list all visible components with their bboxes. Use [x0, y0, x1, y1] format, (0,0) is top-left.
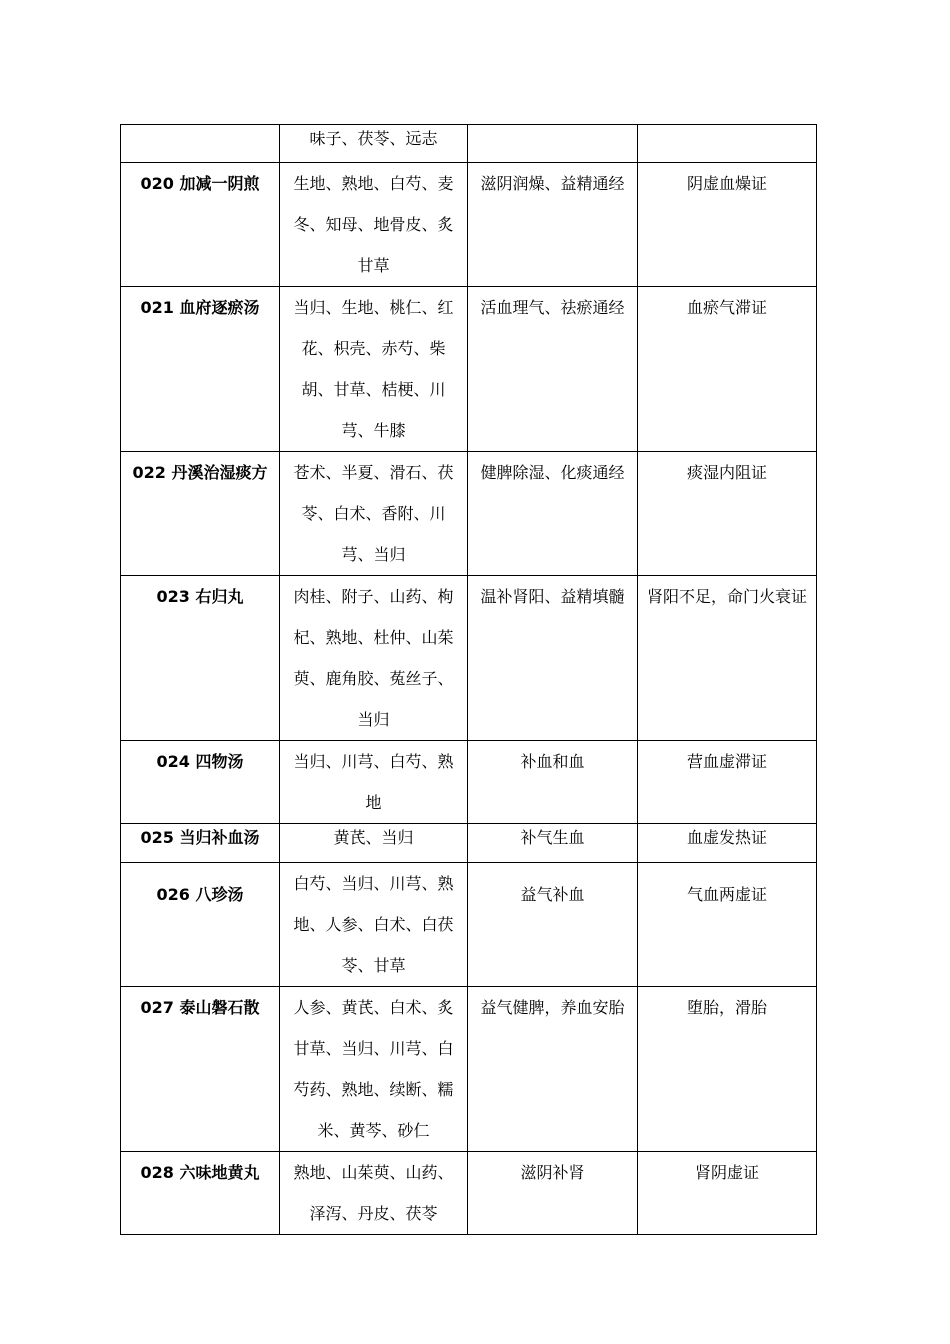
- formula-name: 027 泰山磐石散: [140, 998, 260, 1017]
- syndrome: 阴虚血燥证: [686, 174, 767, 193]
- syndrome-cell: [638, 576, 817, 741]
- function-cell: [468, 452, 638, 576]
- function: 健脾除湿、化痰通经: [480, 463, 625, 482]
- syndrome: 血虚发热证: [686, 828, 767, 847]
- syndrome: 肾阳不足，命门火衰证: [646, 587, 807, 606]
- function-cell: [468, 125, 638, 163]
- ingredients: 味子、茯苓、远志: [309, 129, 438, 148]
- ingredients-cell: [280, 576, 468, 741]
- formula-name: 028 六味地黄丸: [140, 1163, 260, 1182]
- syndrome: 堕胎，滑胎: [686, 998, 767, 1017]
- ingredients: 熟地、山茱萸、山药、泽泻、丹皮、茯苓: [293, 1163, 454, 1223]
- ingredients-cell: [280, 163, 468, 287]
- formula-name-cell: [121, 987, 280, 1152]
- ingredients: 黄芪、当归: [333, 828, 414, 847]
- formula-name-cell: [121, 287, 280, 452]
- syndrome-cell: [638, 452, 817, 576]
- syndrome-cell: [638, 1152, 817, 1235]
- formula-name-cell: [121, 824, 280, 863]
- function-cell: [468, 1152, 638, 1235]
- function: 滋阴补肾: [520, 1163, 585, 1182]
- ingredients: 人参、黄芪、白术、炙甘草、当归、川芎、白芍药、熟地、续断、糯米、黄芩、砂仁: [293, 998, 454, 1140]
- formula-name: 024 四物汤: [156, 752, 244, 771]
- formula-name: 022 丹溪治湿痰方: [132, 463, 268, 482]
- function: 益气补血: [520, 885, 585, 904]
- syndrome-cell: [638, 824, 817, 863]
- syndrome-cell: [638, 863, 817, 987]
- function-cell: [468, 163, 638, 287]
- ingredients-cell: [280, 741, 468, 824]
- table-row: [121, 1152, 817, 1235]
- table-row: [121, 863, 817, 987]
- ingredients-cell: [280, 824, 468, 863]
- ingredients-cell: [280, 125, 468, 163]
- function: 补气生血: [520, 828, 585, 847]
- table-row: [121, 452, 817, 576]
- function: 活血理气、祛瘀通经: [480, 298, 625, 317]
- formula-name-cell: [121, 452, 280, 576]
- syndrome-cell: [638, 163, 817, 287]
- syndrome: 痰湿内阻证: [686, 463, 767, 482]
- formula-name: 023 右归丸: [156, 587, 244, 606]
- function-cell: [468, 741, 638, 824]
- ingredients-cell: [280, 452, 468, 576]
- syndrome-cell: [638, 987, 817, 1152]
- syndrome: 气血两虚证: [686, 885, 767, 904]
- syndrome-cell: [638, 741, 817, 824]
- formula-name-cell: [121, 741, 280, 824]
- syndrome: 营血虚滞证: [686, 752, 767, 771]
- formula-name-cell: [121, 163, 280, 287]
- function-cell: [468, 287, 638, 452]
- table-row: [121, 287, 817, 452]
- table-row: [121, 824, 817, 863]
- formula-name: 025 当归补血汤: [140, 828, 260, 847]
- formula-name: 021 血府逐瘀汤: [140, 298, 260, 317]
- formula-name-cell: [121, 863, 280, 987]
- ingredients-cell: [280, 1152, 468, 1235]
- syndrome: 血瘀气滞证: [686, 298, 767, 317]
- formula-name: 026 八珍汤: [156, 885, 244, 904]
- formula-name: 020 加减一阴煎: [140, 174, 260, 193]
- ingredients: 生地、熟地、白芍、麦冬、知母、地骨皮、炙甘草: [293, 174, 454, 275]
- function-cell: [468, 863, 638, 987]
- ingredients: 当归、川芎、白芍、熟地: [293, 752, 454, 812]
- syndrome-cell: [638, 125, 817, 163]
- ingredients: 当归、生地、桃仁、红花、枳壳、赤芍、柴胡、甘草、桔梗、川芎、牛膝: [293, 298, 454, 440]
- function: 滋阴润燥、益精通经: [480, 174, 625, 193]
- formula-name-cell: [121, 576, 280, 741]
- ingredients: 苍术、半夏、滑石、茯苓、白术、香附、川芎、当归: [293, 463, 454, 564]
- syndrome: 肾阴虚证: [694, 1163, 759, 1182]
- formula-name-cell: [121, 1152, 280, 1235]
- table-row: [121, 576, 817, 741]
- function-cell: [468, 987, 638, 1152]
- function: 温补肾阳、益精填髓: [480, 587, 625, 606]
- formula-table: [120, 124, 817, 1235]
- function: 补血和血: [520, 752, 585, 771]
- table-row: [121, 741, 817, 824]
- ingredients-cell: [280, 287, 468, 452]
- formula-name-cell: [121, 125, 280, 163]
- ingredients-cell: [280, 987, 468, 1152]
- function-cell: [468, 576, 638, 741]
- table-row: [121, 125, 817, 163]
- table-row: [121, 163, 817, 287]
- function: 益气健脾，养血安胎: [480, 998, 625, 1017]
- ingredients-cell: [280, 863, 468, 987]
- ingredients: 肉桂、附子、山药、枸杞、熟地、杜仲、山茱萸、鹿角胶、菟丝子、当归: [293, 587, 454, 729]
- table-row: [121, 987, 817, 1152]
- syndrome-cell: [638, 287, 817, 452]
- function-cell: [468, 824, 638, 863]
- ingredients: 白芍、当归、川芎、熟地、人参、白术、白茯苓、甘草: [293, 874, 454, 975]
